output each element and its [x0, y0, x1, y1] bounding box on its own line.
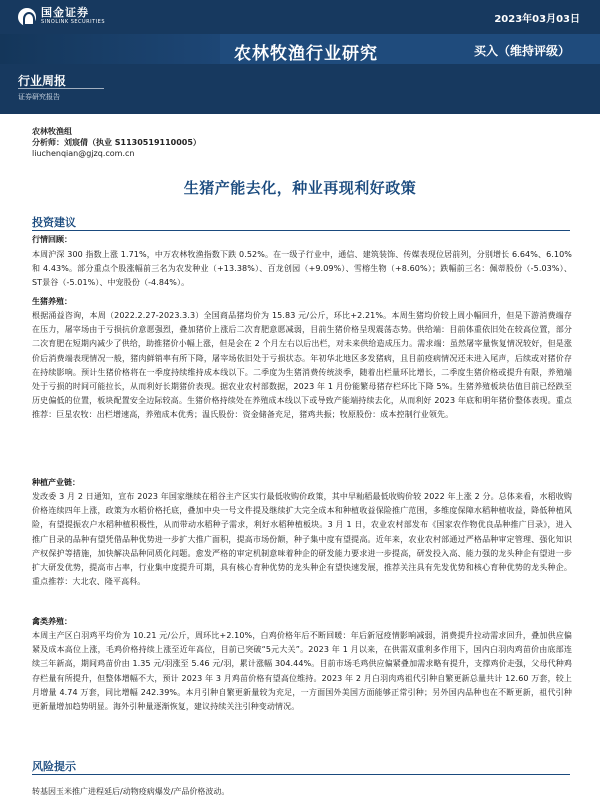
analyst-block [32, 126, 201, 159]
analyst-group: 农林牧渔组 [32, 127, 72, 136]
seed-text: 发改委 3 月 2 日通知，宣布 2023 年国家继续在稻谷主产区实行最低收购价政策，其中早籼稻最低收购价较 2022 年上涨 2 分。总体来看，水稻收购价格连续四年上涨，政策为水稻价格托底，叠加中央一号文件提及继续扩大完全成本和种植收益保险推广范围，多维度保障水稻种植收益，降低种植风险，有望提振农户水稻种植积极性，从而带动水稻种子需求，利好水稻种植板块。3 月 1 日，农业农村部发布《国家农作物优良品种推广目录》，进入推广目录的品种有望凭借品种优势进一步扩大推广面积，提高市场份额，种子集中度有望提高。近年来，农业农村部通过严格品种审定管理、强化知识产权保护等措施，加快解决品种同质化问题。愈发严格的审定机制意味着种企的研发能力要求进一步提高，研发投入高、能力强的龙头种企有望进一步扩大研发优势，提高市占率，行业集中度提升可期，具有核心育种优势的龙头种企有望快速发展，推荐关注具有先发优势和核心育种优势的龙头种企。重点推荐：大北农、隆平高科。 [32, 492, 572, 587]
sinolink-logo-icon [18, 8, 36, 26]
report-date: 2023年03月03日 [494, 14, 580, 25]
report-header [0, 0, 600, 114]
rating-badge: 买入（维持评级） [474, 44, 571, 58]
market-review-title: 行情回顾： [32, 235, 72, 244]
risk-text: 转基因玉米推广进程延后/动物疫病爆发/产品价格波动。 [32, 787, 230, 796]
section-invest-title: 投资建议 [32, 216, 76, 229]
logo-en-text: SINOLINK SECURITIES [41, 19, 105, 25]
report-title: 农林牧渔行业研究 [234, 44, 378, 64]
section-risk-divider [32, 774, 570, 775]
logo-cn-text: 国金证券 [41, 6, 89, 19]
section-risk-title: 风险提示 [32, 760, 76, 773]
analyst-email[interactable]: liuchenqian@gjzq.com.cn [32, 149, 135, 158]
seed-title: 种植产业链： [32, 478, 80, 487]
analyst-name: 分析师：刘宸倩（执业 S1130519110005） [32, 138, 201, 147]
headline: 生猪产能去化，种业再现利好政策 [183, 179, 417, 197]
hog-text: 根据涌益咨询，本周（2022.2.27-2023.3.3）全国商品猪均价为 15.83 元/公斤，环比+2.21%。本周生猪均价较上周小幅回升，但是下游消费端存在压力，屠宰场由于亏损抗价意愿强烈，叠加猪价上涨后二次育肥意愿减弱，目前生猪价格呈现震荡态势。供给端：目前体重依旧处在较高位置，部分二次育肥在短期内减少了供给，助推猪价小幅上涨，但是会在 2 个月左右以后出栏，对未来供给造成压力。需求端：虽然屠宰量恢复情况较好，但是涨价后消费端表现情况一般，猪肉鲜销率有所下降，屠宰场依旧处于亏损状态。年初华北地区多发猪病，且目前疫病情况还未进入尾声，后续或对猪价存在持续影响。预计生猪价格将在一季度持续维持成本线以下。二季度为生猪消费传统淡季，随着出栏量环比增长，二季度生猪价格或提升有限，养殖端处于亏损的时间可能拉长，从而利好长期猪价表现。据农业农村部数据，2023 年 1 月份能繁母猪存栏环比下降 5%。生猪养殖板块估值目前已经跌至历史偏低的位置，板块配置安全边际较高。生猪价格持续处在养殖成本线以下或导致产能端持续去化，从而利好 2023 年底和明年猪价整体表现。重点推荐：巨星农牧：出栏增速高，养殖成本优秀；温氏股份：资金储备充足，猪鸡共振；牧原股份：成本控制行业领先。 [32, 311, 572, 420]
poultry-text: 本周主产区白羽鸡平均价为 10.21 元/公斤，周环比+2.10%，白鸡价格年后不断回暖：年后新冠疫情影响减弱，消费提升拉动需求回升，叠加供应偏紧及成本高位上涨，毛鸡价格持续上涨至近年高位，目前已突破“5元大关”。2023 年 1 月以来，在供需双重利多作用下，国内白羽肉鸡苗价由底部连续三年新高，期间鸡苗价由 1.35 元/羽涨至 5.46 元/羽，累计涨幅 304.44%。目前市场毛鸡供应偏紧叠加需求略有提升，支撑鸡价走强，父母代种鸡存栏量有所提升，但整体增幅不大，预计 2023 年 3 月鸡苗价格有望高位维持。2023 年 2 月白羽肉鸡祖代引种自繁更新总量共计 12.60 万套，较上月增量 4.74 万套，同比增幅 242.39%。本月引种自繁更新量较为充足，一方面国外美国方面能够正常引种；另外国内品种也在不断更新，祖代引种更新量增加趋势明显。海外引种量逐渐恢复，建议持续关注引种变动情况。 [32, 631, 572, 712]
section-invest-divider [32, 230, 570, 231]
hog-title: 生猪养殖： [32, 297, 72, 306]
company-logo [18, 7, 105, 26]
report-kind: 行业周报 [18, 74, 67, 88]
market-review-text: 本周沪深 300 指数上涨 1.71%，中万农林牧渔指数下跌 0.52%。在一级子行业中，通信、建筑装饰、传媒表现位居前列，分别增长 6.64%、6.10%和 4.43%。部分重点个股涨幅前三名为农发种业（+13.38%）、百龙创园（+9.09%）、雪榕生物（+8.60%）；跌幅前三名：佩蒂股份（-5.03%）、ST景谷（-5.01%）、中宠股份（-4.84%）。 [32, 250, 572, 288]
report-category: 证券研究报告 [18, 93, 60, 101]
poultry-title: 禽类养殖： [32, 617, 72, 626]
header-divider [18, 88, 104, 89]
